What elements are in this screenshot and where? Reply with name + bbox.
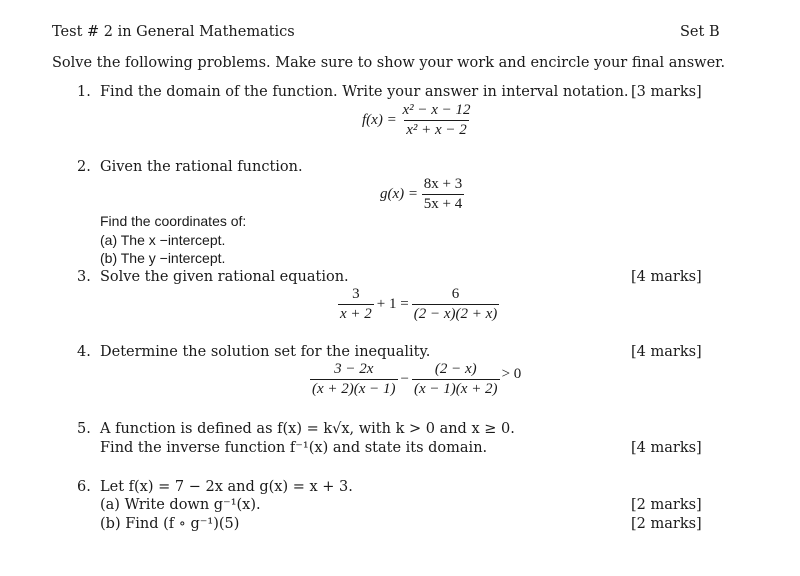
problem-3-equation [338,286,499,323]
problem-2-fraction [422,176,464,213]
problem-2-text: Given the rational function. [100,159,303,175]
problem-4-fraction-1 [310,361,398,398]
problem-3-frac2-den: (2 − x)(2 + x) [413,306,498,322]
problem-4-fraction-2 [412,361,500,398]
problem-4-frac1-den: (x + 2)(x − 1) [312,381,396,397]
problem-1-marks: [3 marks] [631,84,702,100]
problem-5-line-1: A function is defined as f(x) = k√x, with k > 0 and x ≥ 0. [100,421,515,437]
problem-2-number: 2. [77,159,91,175]
problem-3-number: 3. [77,269,91,285]
problem-4-frac2-num: (2 − x) [434,361,477,377]
problem-6-part-b: (b) Find (f ∘ g⁻¹)(5) [100,516,240,532]
problem-1-denominator: x² + x − 2 [406,122,467,138]
problem-3-frac2-num: 6 [451,286,460,302]
problem-4-frac2-den: (x − 1)(x + 2) [414,381,498,397]
problem-2-part-b: (b) The y −intercept. [100,250,226,266]
problem-4-text: Determine the solution set for the inequality. [100,344,431,360]
problem-1-lhs: f(x) = [362,112,397,128]
problem-5-number: 5. [77,421,91,437]
instructions: Solve the following problems. Make sure to show your work and encircle your final answer. [52,55,726,71]
problem-3-marks: [4 marks] [631,269,702,285]
test-title: Test # 2 in General Mathematics [52,24,295,40]
problem-6-part-a: (a) Write down g⁻¹(x). [100,497,261,513]
problem-2-denominator: 5x + 4 [423,196,463,212]
problem-5-line-2: Find the inverse function f⁻¹(x) and state its domain. [100,440,488,456]
problem-2-find: Find the coordinates of: [100,213,247,229]
problem-2-part-a: (a) The x −intercept. [100,232,226,248]
problem-1-equation [362,102,473,139]
problem-1-fraction [400,102,472,139]
problem-1-text: Find the domain of the function. Write your answer in interval notation. [100,84,629,100]
problem-2-lhs: g(x) = [380,186,419,202]
problem-1-number: 1. [77,84,91,100]
problem-4-marks: [4 marks] [631,344,702,360]
problem-6-marks-a: [2 marks] [631,497,702,513]
problem-3-fraction-1 [338,286,374,323]
problem-2-numerator: 8x + 3 [423,176,463,192]
problem-3-mid: + 1 = [376,296,409,312]
problem-2-equation [380,176,464,213]
problem-4-relation: > 0 [501,366,522,382]
problem-3-text: Solve the given rational equation. [100,269,349,285]
problem-1-numerator: x² − x − 12 [402,102,471,118]
problem-6-line-1: Let f(x) = 7 − 2x and g(x) = x + 3. [100,479,353,495]
problem-6-marks-b: [2 marks] [631,516,702,532]
problem-3-frac1-den: x + 2 [340,306,372,322]
problem-4-frac1-num: 3 − 2x [334,361,374,377]
problem-4-minus: − [400,371,410,387]
set-label: Set B [680,24,720,40]
problem-5-marks: [4 marks] [631,440,702,456]
problem-3-frac1-num: 3 [352,286,360,302]
problem-3-fraction-2 [412,286,500,323]
problem-6-number: 6. [77,479,91,495]
problem-4-number: 4. [77,344,91,360]
problem-4-inequality [310,361,521,398]
